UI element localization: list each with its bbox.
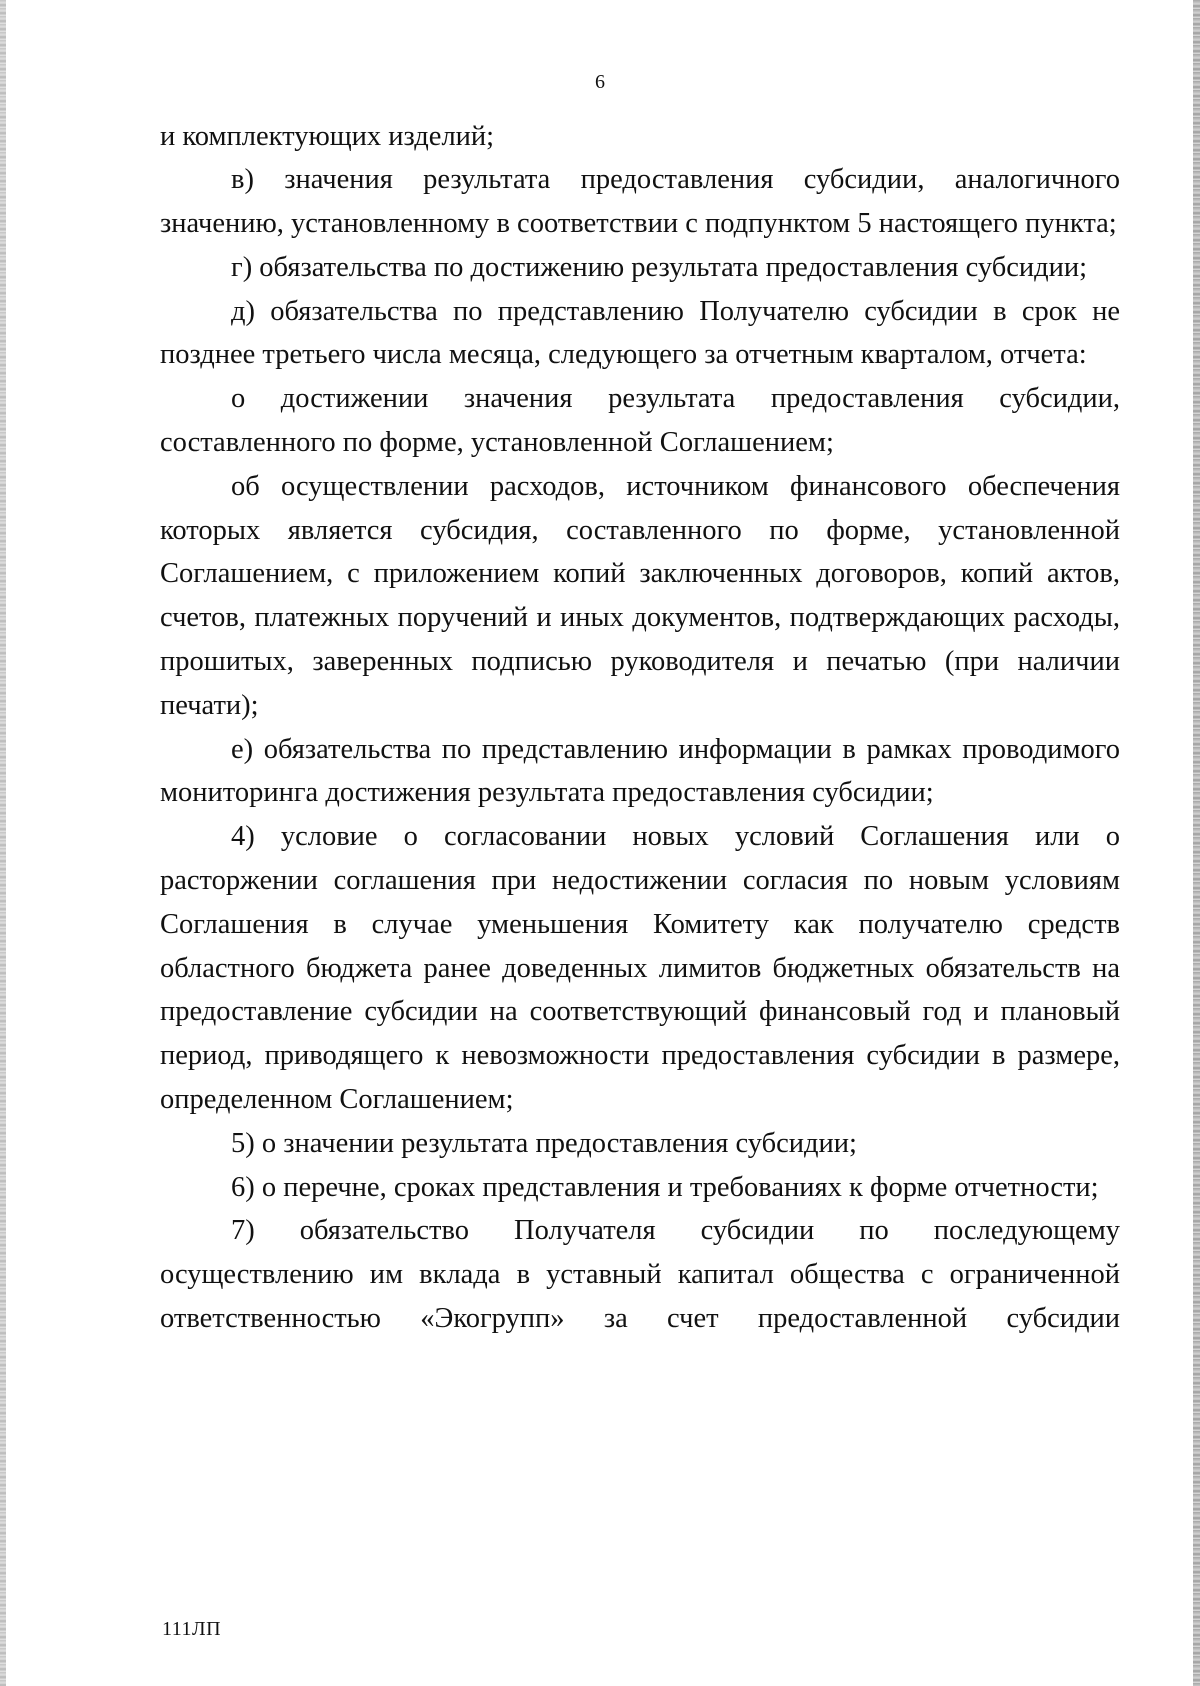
- paragraph: д) обязательства по представлению Получателю субсидии в срок не позднее третьего числа месяца, следующего за отчетным кварталом, отчета:: [160, 295, 1120, 371]
- paragraph: 4) условие о согласовании новых условий Соглашения или о расторжении соглашения при недостижении согласия по новым условиям Соглашения в случае уменьшения Комитету как получателю средств областного бюджета ранее доведенных лимитов бюджетных обязательств на предоставление субсидии на соответствующий финансовый год и плановый период, приводящего к невозможности предоставления субсидии в размере, определенном Соглашением;: [160, 821, 1120, 1116]
- paragraph: 7) обязательство Получателя субсидии по последующему осуществлению им вклада в уставный капитал общества с ограниченной ответственностью «Экогрупп» за счет предоставленной субсидии: [160, 1215, 1120, 1335]
- document-code: 111ЛП: [162, 1618, 222, 1640]
- page-number: 6: [595, 71, 605, 93]
- paragraph: 6) о перечне, сроках представления и требованиях к форме отчетности;: [231, 1171, 1099, 1203]
- paragraph: в) значения результата предоставления субсидии, аналогичного значению, установленному в соответствии с подпунктом 5 настоящего пункта;: [160, 164, 1120, 240]
- paragraph: и комплектующих изделий;: [160, 120, 495, 152]
- scan-edge-left: [0, 0, 6, 1686]
- document-body: [160, 115, 1120, 1341]
- paragraph: е) обязательства по представлению информации в рамках проводимого мониторинга достижения результата предоставления субсидии;: [160, 733, 1120, 809]
- paragraph: об осуществлении расходов, источником финансового обеспечения которых является субсидия, составленного по форме, установленной Соглашением, с приложением копий заключенных договоров, копий актов, счетов, платежных поручений и иных документов, подтверждающих расходы, прошитых, заверенных подписью руководителя и печатью (при наличии печати);: [160, 470, 1120, 721]
- paragraph: о достижении значения результата предоставления субсидии, составленного по форме, установленной Соглашением;: [160, 383, 1120, 459]
- paragraph: г) обязательства по достижению результата предоставления субсидии;: [231, 251, 1088, 283]
- scan-edge-right: [1193, 0, 1200, 1686]
- paragraph: 5) о значении результата предоставления субсидии;: [231, 1127, 857, 1159]
